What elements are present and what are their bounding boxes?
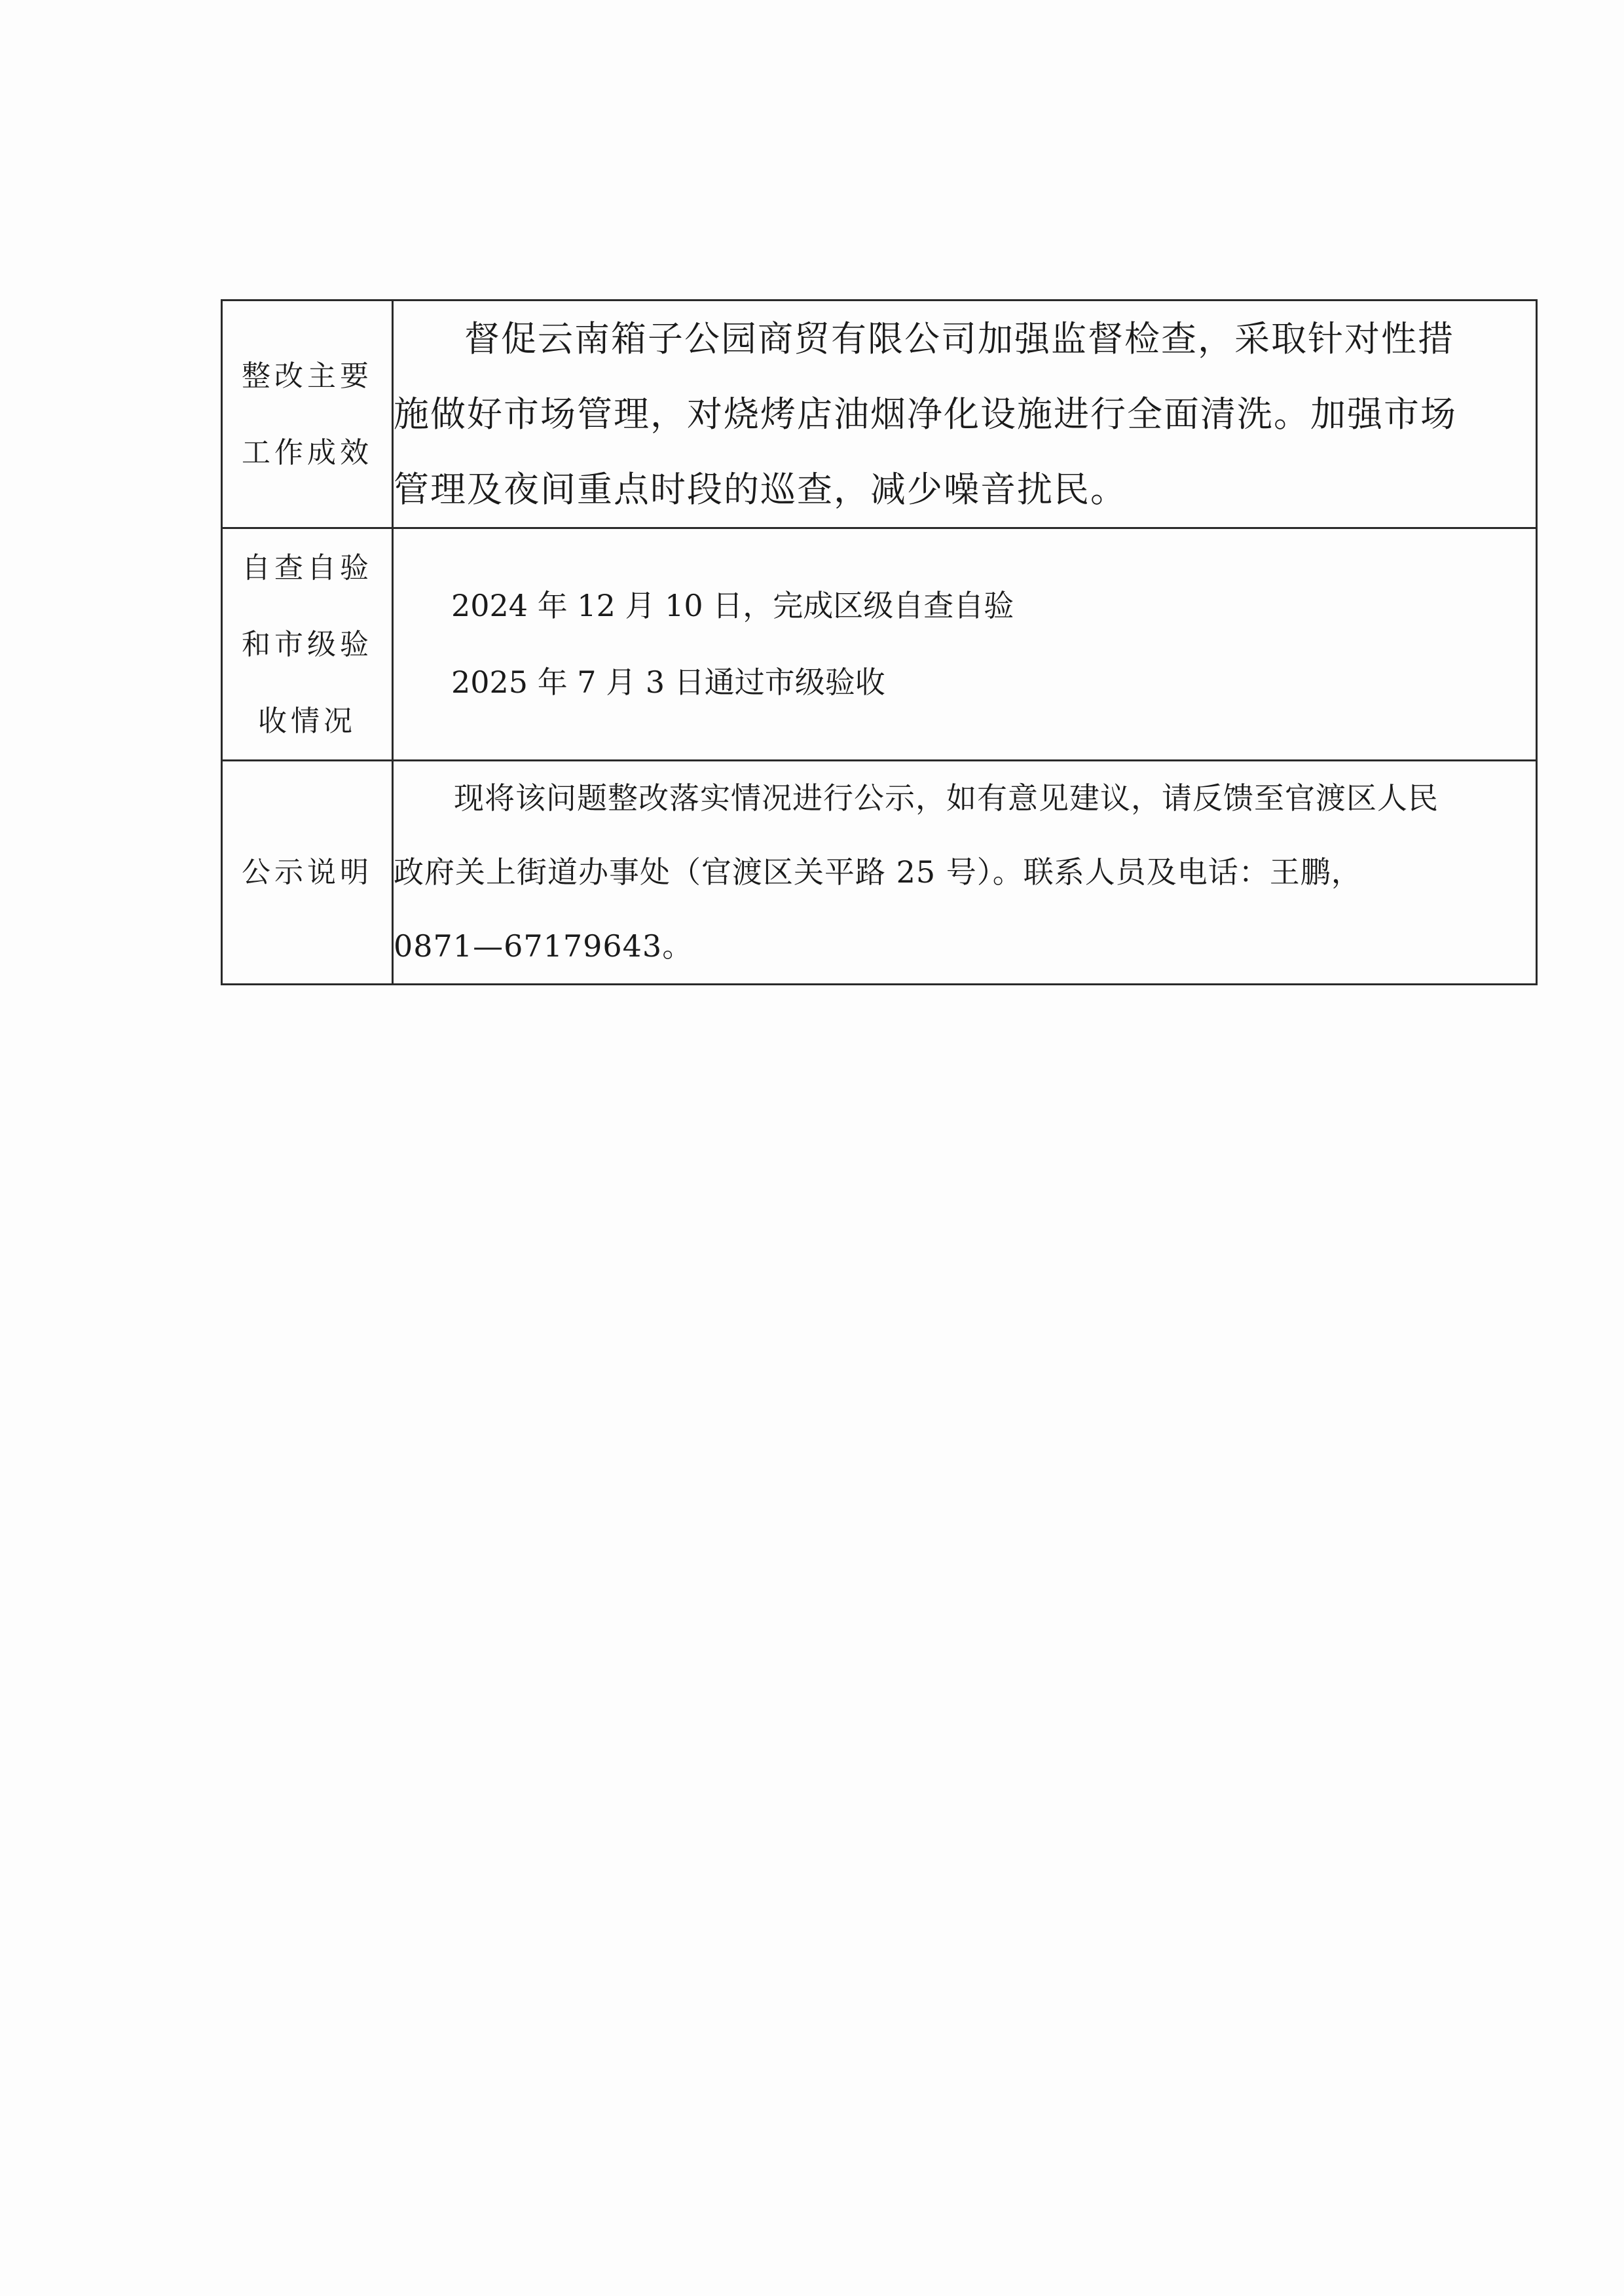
content-line: 督促云南箱子公园商贸有限公司加强监督检查，采取针对性措 [464, 318, 1454, 359]
content-line: 现将该问题整改落实情况进行公示，如有意见建议，请反馈至官渡区人民 [454, 780, 1439, 816]
label-line: 公示说明 [242, 856, 373, 889]
table-row-acceptance [222, 528, 1537, 761]
row-label-acceptance [222, 528, 393, 761]
content-line: 管理及夜间重点时段的巡查，减少噪音扰民。 [394, 469, 1127, 510]
label-line: 自查自验 [242, 551, 373, 585]
label-line: 工作成效 [242, 435, 373, 469]
row-content-work-results [393, 301, 1537, 528]
row-content-acceptance [393, 528, 1537, 761]
row-label-work-results [222, 301, 393, 528]
label-line: 整改主要 [242, 359, 373, 393]
content-line: 2024 年 12 月 10 日，完成区级自查自验 [451, 588, 1014, 623]
table-row-work-results [222, 301, 1537, 528]
label-line: 和市级验 [242, 627, 373, 661]
row-label-notice [222, 761, 393, 985]
content-line: 2025 年 7 月 3 日通过市级验收 [451, 665, 885, 700]
label-line: 收情况 [258, 704, 356, 738]
content-line: 政府关上街道办事处（官渡区关平路 25 号）。联系人员及电话：王鹏， [394, 854, 1362, 890]
content-line: 0871—67179643。 [394, 928, 693, 964]
content-line: 施做好市场管理，对烧烤店油烟净化设施进行全面清洗。加强市场 [394, 393, 1457, 435]
table-row-notice [222, 761, 1537, 985]
row-content-notice [393, 761, 1537, 985]
rectification-table [221, 299, 1538, 985]
